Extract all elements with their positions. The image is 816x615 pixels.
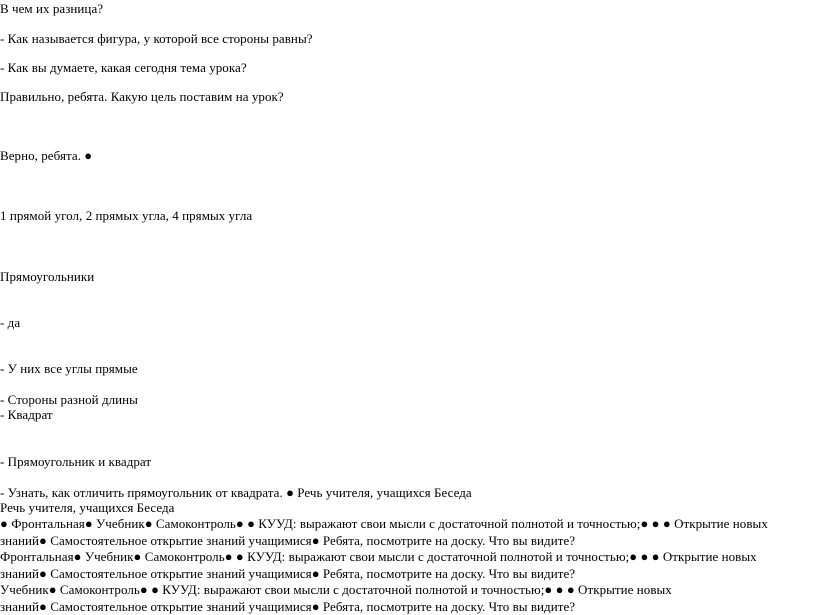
text-line: 1 прямой угол, 2 прямых угла, 4 прямых угла	[0, 208, 253, 223]
text-line: Правильно, ребята. Какую цель поставим на урок?	[0, 89, 284, 104]
text-line: - Узнать, как отличить прямоугольник от квадрата. ● Речь учителя, учащихся Беседа	[0, 485, 472, 500]
text-line: Верно, ребята. ●	[0, 148, 93, 163]
text-line: - Как вы думаете, какая сегодня тема урока?	[0, 60, 247, 75]
text-line: Учебник● Самоконтроль● ● КУУД: выражают свои мысли с достаточной полнотой и точностью;● ● ● Открытие новых	[0, 582, 672, 597]
text-line: знаний● Самостоятельное открытие знаний учащимися● Ребята, посмотрите на доску. Что вы видите?	[0, 533, 576, 548]
text-line: - Стороны разной длины	[0, 392, 138, 407]
text-line: - Как называется фигура, у которой все стороны равны?	[0, 31, 313, 46]
text-line: Прямоугольники	[0, 269, 95, 284]
text-line: - да	[0, 315, 21, 330]
text-line: В чем их разница?	[0, 1, 104, 16]
text-line: знаний● Самостоятельное открытие знаний учащимися● Ребята, посмотрите на доску. Что вы видите?	[0, 599, 576, 614]
text-line: ● Фронтальная● Учебник● Самоконтроль● ● КУУД: выражают свои мысли с достаточной полнотой и точностью;● ● ● Открытие новых	[0, 516, 768, 531]
text-line: - У них все углы прямые	[0, 361, 138, 376]
text-line: - Прямоугольник и квадрат	[0, 454, 152, 469]
text-line: Речь учителя, учащихся Беседа	[0, 500, 175, 515]
text-line: знаний● Самостоятельное открытие знаний учащимися● Ребята, посмотрите на доску. Что вы видите?	[0, 566, 576, 581]
text-line: - Квадрат	[0, 407, 53, 422]
text-line: Фронтальная● Учебник● Самоконтроль● ● КУУД: выражают свои мысли с достаточной полнотой и точностью;● ● ● Открытие новых	[0, 549, 757, 564]
